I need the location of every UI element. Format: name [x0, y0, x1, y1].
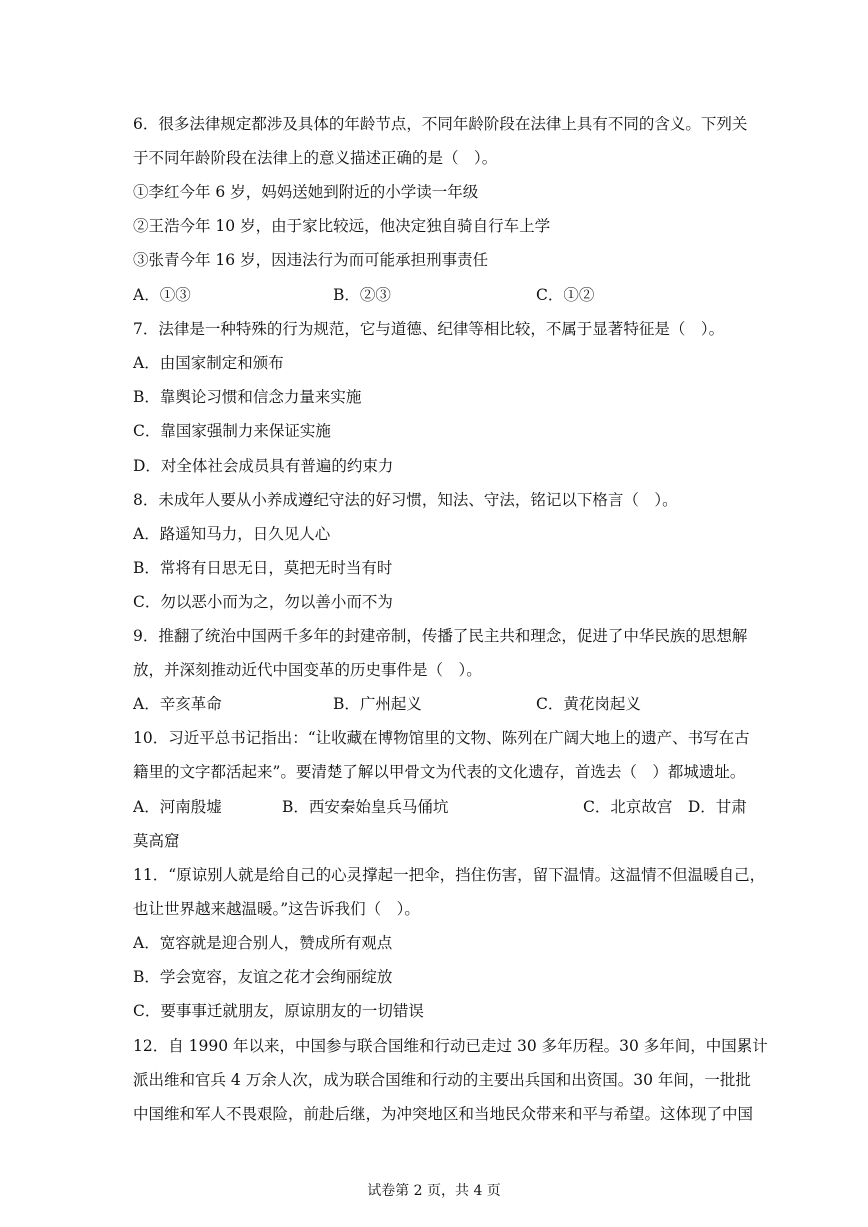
q6-item2: ②王浩今年 10 岁，由于家比较远，他决定独自骑自行车上学 [133, 217, 551, 235]
q6-option-a: A．①③ [133, 286, 191, 304]
q9-option-c: C．黄花岗起义 [536, 695, 641, 713]
q6-item3: ③张青今年 16 岁，因违法行为而可能承担刑事责任 [133, 251, 489, 269]
q6-stem-line1: 6．很多法律规定都涉及具体的年龄节点，不同年龄阶段在法律上具有不同的含义。下列关 [133, 115, 748, 133]
q7-option-d: D．对全体社会成员具有普遍的约束力 [133, 457, 394, 475]
page-footer: 试卷第 2 页，共 4 页 [367, 1183, 501, 1199]
q7-stem: 7．法律是一种特殊的行为规范，它与道德、纪律等相比较，不属于显著特征是（ ）。 [133, 320, 725, 338]
q10-option-d-continued: 莫高窟 [133, 832, 180, 850]
q11-option-b: B．学会宽容，友谊之花才会绚丽绽放 [133, 968, 393, 986]
q9-stem-line1: 9．推翻了统治中国两千多年的封建帝制，传播了民主共和理念，促进了中华民族的思想解 [133, 627, 748, 645]
q8-stem: 8．未成年人要从小养成遵纪守法的好习惯，知法、守法，铭记以下格言（ ）。 [133, 491, 678, 509]
q12-stem-line3: 中国维和军人不畏艰险，前赴后继，为冲突地区和当地民众带来和平与希望。这体现了中国 [133, 1105, 754, 1123]
q6-item1: ①李红今年 6 岁，妈妈送她到附近的小学读一年级 [133, 183, 479, 201]
q8-option-a: A．路遥知马力，日久见人心 [133, 525, 331, 543]
q7-option-a: A．由国家制定和颁布 [133, 354, 284, 372]
q8-option-c: C．勿以恶小而为之，勿以善小而不为 [133, 593, 393, 611]
q11-option-a: A．宽容就是迎合别人，赞成所有观点 [133, 934, 393, 952]
q10-stem-line2: 籍里的文字都活起来”。要清楚了解以甲骨文为代表的文化遗存，首选去（ ）都城遗址。 [133, 763, 746, 781]
q10-option-cd: C．北京故宫 D．甘肃 [583, 798, 747, 816]
q12-stem-line1: 12．自 1990 年以来，中国参与联合国维和行动已走过 30 多年历程。30 多年间，中国累计 [133, 1037, 768, 1055]
q10-option-a: A．河南殷墟 [133, 798, 222, 816]
q11-stem-line2: 也让世界越来越温暖。”这告诉我们（ ）。 [133, 900, 420, 918]
q9-option-b: B．广州起义 [333, 695, 422, 713]
q11-option-c: C．要事事迁就朋友，原谅朋友的一切错误 [133, 1002, 424, 1020]
q9-stem-line2: 放，并深刻推动近代中国变革的历史事件是（ ）。 [133, 661, 482, 679]
q12-stem-line2: 派出维和官兵 4 万余人次，成为联合国维和行动的主要出兵国和出资国。30 年间，一批批 [133, 1071, 751, 1089]
q7-option-c: C．靠国家强制力来保证实施 [133, 422, 331, 440]
q10-stem-line1: 10．习近平总书记指出：“让收藏在博物馆里的文物、陈列在广阔大地上的遗产、书写在古 [133, 729, 750, 747]
q9-option-a: A．辛亥革命 [133, 695, 222, 713]
q6-stem-line2: 于不同年龄阶段在法律上的意义描述正确的是（ ）。 [133, 149, 498, 167]
q10-option-b: B．西安秦始皇兵马俑坑 [282, 798, 449, 816]
q7-option-b: B．靠舆论习惯和信念力量来实施 [133, 388, 362, 406]
q8-option-b: B．常将有日思无日，莫把无时当有时 [133, 559, 393, 577]
q6-option-c: C．①② [536, 286, 595, 304]
q6-option-b: B．②③ [333, 286, 391, 304]
q11-stem-line1: 11．“原谅别人就是给自己的心灵撑起一把伞，挡住伤害，留下温情。这温情不但温暖自己， [133, 866, 766, 884]
